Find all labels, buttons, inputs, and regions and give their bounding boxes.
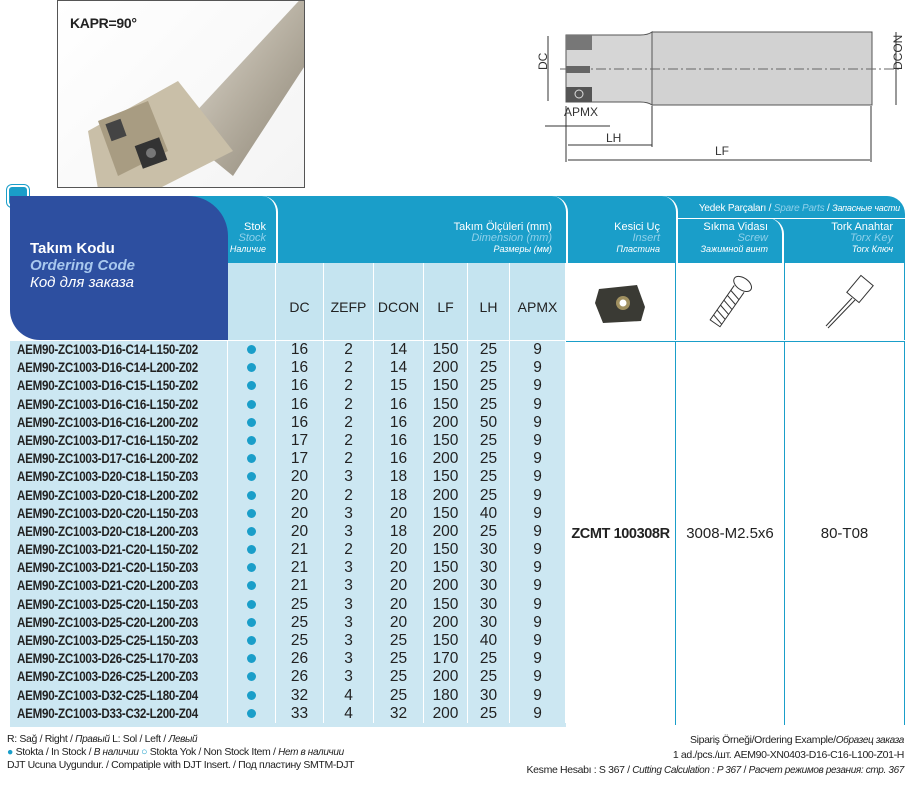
- ordering-code: AEM90-ZC1003-D25-C25-L150-Z03: [17, 633, 198, 648]
- cell-lf: 150: [424, 341, 468, 359]
- stock-cell: [228, 596, 276, 614]
- ordering-code: AEM90-ZC1003-D26-C25-L170-Z03: [17, 651, 198, 667]
- cell-lh: 25: [468, 487, 510, 505]
- in-stock-dot-icon: [247, 581, 256, 590]
- insert-tr: Kesici Uç: [614, 221, 660, 233]
- cell-lf: 180: [424, 687, 468, 705]
- ordering-code-cell: [10, 377, 228, 395]
- stock-cell: [228, 487, 276, 505]
- footer-djt-note: DJT Ucuna Uygundur. / Compatiple with DJT Insert. / Под пластину SMTM-DJT: [7, 759, 355, 771]
- cell-apmx: 9: [510, 596, 566, 614]
- insert-image-cell: [566, 263, 676, 340]
- in-stock-dot-icon: [247, 545, 256, 554]
- cell-dcon: 20: [374, 614, 424, 632]
- ordering-code: AEM90-ZC1003-D32-C25-L180-Z04: [17, 687, 198, 703]
- in-stock-dot-icon: [247, 491, 256, 500]
- table-row: [10, 414, 566, 432]
- ordering-code: AEM90-ZC1003-D25-C20-L150-Z03: [17, 596, 198, 612]
- cell-dc: 16: [276, 396, 324, 414]
- col-dcon: DCON: [374, 263, 424, 340]
- in-stock-dot-icon: [247, 509, 256, 518]
- cell-apmx: 9: [510, 487, 566, 505]
- table-row: [10, 468, 566, 486]
- product-table-body: [10, 341, 566, 723]
- ordering-code-cell: [10, 468, 228, 486]
- table-row: [10, 432, 566, 450]
- table-row: [10, 450, 566, 468]
- cell-lh: 30: [468, 614, 510, 632]
- stock-tr: Stok: [243, 221, 266, 233]
- cell-dc: 21: [276, 541, 324, 559]
- cell-dc: 21: [276, 577, 324, 595]
- table-row: [10, 559, 566, 577]
- stock-cell: [228, 414, 276, 432]
- cell-dcon: 16: [374, 450, 424, 468]
- cell-dc: 16: [276, 414, 324, 432]
- cell-zefp: 2: [324, 541, 374, 559]
- ordering-example-value: 1 ad./pcs./шт. AEM90-XN0403-D16-C16-L100-Z01-H: [672, 749, 904, 761]
- stock-cell: [228, 468, 276, 486]
- cell-dc: 25: [276, 614, 324, 632]
- ordering-code: AEM90-ZC1003-D20-C18-L200-Z02: [17, 487, 198, 503]
- ordering-code: AEM90-ZC1003-D16-C16-L150-Z02: [17, 396, 198, 412]
- cutting-calculation-ref: Kesme Hesabı : S 367 / Cutting Calculation : P 367 / Расчет режимов резания: стр. 367: [526, 764, 904, 776]
- ordering-code-cell: [10, 577, 228, 595]
- cell-dc: 17: [276, 450, 324, 468]
- cell-apmx: 9: [510, 359, 566, 377]
- ordering-code-cell: [10, 668, 228, 686]
- stock-en: Stock: [238, 232, 266, 244]
- key-tr: Tork Anahtar: [831, 221, 893, 233]
- stock-cell: [228, 505, 276, 523]
- table-row: [10, 614, 566, 632]
- screw-image-cell: [676, 263, 785, 340]
- cell-dc: 25: [276, 596, 324, 614]
- cell-dcon: 20: [374, 541, 424, 559]
- ordering-code-cell: [10, 341, 228, 359]
- col-zefp: ZEFP: [324, 263, 374, 340]
- ordering-code: AEM90-ZC1003-D33-C32-L200-Z04: [17, 705, 198, 721]
- stock-cell: [228, 450, 276, 468]
- ordering-code-cell: [10, 505, 228, 523]
- ordering-code: AEM90-ZC1003-D21-C20-L150-Z03: [17, 560, 198, 576]
- ordering-code: AEM90-ZC1003-D16-C14-L150-Z02: [17, 342, 198, 357]
- cell-lh: 30: [468, 577, 510, 595]
- dimension-ru: Размеры (мм): [493, 244, 552, 254]
- cell-apmx: 9: [510, 541, 566, 559]
- dimension-header: [380, 222, 552, 255]
- ordering-code: AEM90-ZC1003-D16-C15-L150-Z02: [17, 378, 198, 394]
- table-row: [10, 541, 566, 559]
- cell-zefp: 3: [324, 668, 374, 686]
- insert-icon: [591, 277, 651, 327]
- stock-cell: [228, 359, 276, 377]
- cell-dcon: 25: [374, 668, 424, 686]
- footer-legend-direction: R: Sağ / Right / Правый L: Sol / Left / Левый: [7, 733, 198, 745]
- ordering-code: AEM90-ZC1003-D20-C20-L150-Z03: [17, 505, 198, 521]
- cell-lh: 40: [468, 505, 510, 523]
- ordering-code-cell: [10, 687, 228, 705]
- cell-lf: 150: [424, 596, 468, 614]
- ordering-code: AEM90-ZC1003-D16-C16-L200-Z02: [17, 414, 198, 430]
- screw-code: 3008-M2.5x6: [676, 341, 785, 725]
- table-row: [10, 377, 566, 395]
- cell-apmx: 9: [510, 668, 566, 686]
- cell-lh: 30: [468, 541, 510, 559]
- cell-lf: 150: [424, 541, 468, 559]
- ordering-code-header: [10, 196, 228, 340]
- cell-lf: 150: [424, 505, 468, 523]
- cell-lf: 200: [424, 577, 468, 595]
- cell-zefp: 3: [324, 577, 374, 595]
- cell-dcon: 32: [374, 705, 424, 723]
- stock-cell: [228, 632, 276, 650]
- ordering-code-cell: [10, 705, 228, 723]
- stock-subheader: [228, 263, 276, 340]
- table-row: [10, 687, 566, 705]
- cell-lh: 25: [468, 650, 510, 668]
- in-stock-dot-icon: [247, 345, 256, 354]
- stock-cell: [228, 523, 276, 541]
- ordering-code: AEM90-ZC1003-D21-C20-L150-Z02: [17, 542, 198, 558]
- cell-apmx: 9: [510, 396, 566, 414]
- in-stock-dot-icon: [247, 636, 256, 645]
- cell-lh: 30: [468, 596, 510, 614]
- cell-apmx: 9: [510, 523, 566, 541]
- col-lf: LF: [424, 263, 468, 340]
- stock-header: [228, 222, 266, 255]
- in-stock-dot-icon: [247, 600, 256, 609]
- in-stock-dot-icon: [247, 472, 256, 481]
- code-header-tr: Takım Kodu: [30, 240, 115, 257]
- screw-tr: Sıkma Vidası: [703, 221, 768, 233]
- in-stock-dot-icon: [247, 418, 256, 427]
- cell-zefp: 2: [324, 414, 374, 432]
- cell-apmx: 9: [510, 632, 566, 650]
- screw-icon: [700, 272, 760, 332]
- dc-label: DC: [536, 52, 550, 70]
- cell-zefp: 3: [324, 468, 374, 486]
- ordering-code: AEM90-ZC1003-D21-C20-L200-Z03: [17, 578, 198, 594]
- ordering-code-cell: [10, 632, 228, 650]
- ordering-code: AEM90-ZC1003-D16-C14-L200-Z02: [17, 360, 198, 376]
- col-lh: LH: [468, 263, 510, 340]
- col-dc: DC: [276, 263, 324, 340]
- cell-lh: 25: [468, 396, 510, 414]
- cell-dcon: 18: [374, 523, 424, 541]
- in-stock-dot-icon: [247, 654, 256, 663]
- cell-dcon: 14: [374, 359, 424, 377]
- stock-cell: [228, 687, 276, 705]
- cell-lf: 150: [424, 632, 468, 650]
- ordering-code-cell: [10, 414, 228, 432]
- cell-zefp: 2: [324, 450, 374, 468]
- cell-zefp: 2: [324, 377, 374, 395]
- ordering-code-cell: [10, 614, 228, 632]
- stock-cell: [228, 614, 276, 632]
- ordering-code-cell: [10, 541, 228, 559]
- key-code: 80-T08: [785, 341, 905, 725]
- ordering-code-cell: [10, 650, 228, 668]
- key-ru: Torx Ключ: [851, 244, 893, 254]
- cell-dc: 33: [276, 705, 324, 723]
- in-stock-dot-icon: [247, 436, 256, 445]
- header-divider: [768, 218, 784, 263]
- table-row: [10, 650, 566, 668]
- in-stock-dot-icon: [247, 709, 256, 718]
- cell-zefp: 2: [324, 432, 374, 450]
- cell-dc: 20: [276, 468, 324, 486]
- insert-code: ZCMT 100308R: [566, 341, 676, 725]
- ordering-code: AEM90-ZC1003-D17-C16-L150-Z02: [17, 432, 198, 448]
- lh-label: LH: [606, 131, 622, 145]
- stock-cell: [228, 650, 276, 668]
- cell-zefp: 3: [324, 559, 374, 577]
- cell-dcon: 20: [374, 505, 424, 523]
- cell-dc: 21: [276, 559, 324, 577]
- cell-lh: 25: [468, 341, 510, 359]
- cell-lh: 25: [468, 432, 510, 450]
- ordering-code-cell: [10, 487, 228, 505]
- cell-apmx: 9: [510, 505, 566, 523]
- in-stock-dot-icon: [247, 363, 256, 372]
- in-stock-dot-icon: [247, 618, 256, 627]
- key-en: Torx Key: [849, 232, 893, 244]
- in-stock-dot-icon: [247, 454, 256, 463]
- stock-cell: [228, 341, 276, 359]
- ordering-code: AEM90-ZC1003-D26-C25-L200-Z03: [17, 669, 198, 685]
- code-header-en: Ordering Code: [30, 257, 136, 274]
- cell-zefp: 3: [324, 632, 374, 650]
- key-image-cell: [785, 263, 905, 340]
- cell-apmx: 9: [510, 650, 566, 668]
- in-stock-dot-icon: [247, 672, 256, 681]
- cell-apmx: 9: [510, 432, 566, 450]
- cell-dcon: 15: [374, 377, 424, 395]
- table-row: [10, 505, 566, 523]
- stock-cell: [228, 577, 276, 595]
- cell-lf: 200: [424, 705, 468, 723]
- cell-zefp: 2: [324, 341, 374, 359]
- ordering-code-cell: [10, 523, 228, 541]
- cell-apmx: 9: [510, 450, 566, 468]
- stock-ru: Наличие: [229, 244, 266, 254]
- cell-dcon: 25: [374, 687, 424, 705]
- in-stock-dot-icon: [247, 563, 256, 572]
- ordering-code: AEM90-ZC1003-D25-C20-L200-Z03: [17, 614, 198, 630]
- table-row: [10, 668, 566, 686]
- code-header-ru: Код для заказа: [30, 274, 134, 291]
- cell-lf: 200: [424, 614, 468, 632]
- ordering-code-cell: [10, 396, 228, 414]
- screw-en: Screw: [737, 232, 768, 244]
- cell-lh: 25: [468, 668, 510, 686]
- cell-lh: 25: [468, 377, 510, 395]
- spare-tr: Yedek Parçaları: [698, 203, 767, 214]
- insert-header: [570, 222, 660, 255]
- cell-zefp: 4: [324, 705, 374, 723]
- cell-zefp: 2: [324, 396, 374, 414]
- spare-parts-header: Yedek Parçaları / Spare Parts / Запасные части: [698, 203, 900, 214]
- cell-dcon: 16: [374, 414, 424, 432]
- cell-lh: 25: [468, 450, 510, 468]
- cell-dcon: 18: [374, 468, 424, 486]
- dimension-en: Dimension (mm): [471, 232, 552, 244]
- ordering-code-cell: [10, 559, 228, 577]
- cell-lf: 200: [424, 487, 468, 505]
- cell-apmx: 9: [510, 341, 566, 359]
- cell-dc: 20: [276, 505, 324, 523]
- in-stock-dot-icon: [247, 381, 256, 390]
- table-row: [10, 632, 566, 650]
- cell-dc: 16: [276, 377, 324, 395]
- cell-lf: 170: [424, 650, 468, 668]
- torx-key-icon: [810, 272, 880, 332]
- screw-ru: Зажимной винт: [700, 244, 768, 254]
- insert-en: Insert: [632, 232, 660, 244]
- cell-lf: 200: [424, 523, 468, 541]
- cell-apmx: 9: [510, 377, 566, 395]
- table-row: [10, 341, 566, 359]
- tool-dimension-diagram: [520, 0, 913, 170]
- cell-lf: 150: [424, 377, 468, 395]
- ordering-code-cell: [10, 432, 228, 450]
- footer-left: [7, 733, 354, 772]
- spare-divider: [676, 218, 905, 219]
- cell-dc: 16: [276, 341, 324, 359]
- cell-zefp: 2: [324, 359, 374, 377]
- stock-cell: [228, 541, 276, 559]
- dcon-label: DCON: [891, 34, 905, 70]
- stock-cell: [228, 668, 276, 686]
- spare-ru: Запасные части: [832, 203, 900, 213]
- cell-lh: 25: [468, 705, 510, 723]
- ordering-example-label: Sipariş Örneği/Ordering Example/Образец заказа: [689, 734, 904, 746]
- dimension-tr: Takım Ölçüleri (mm): [453, 221, 552, 233]
- spare-en: Spare Parts: [773, 203, 825, 214]
- table-row: [10, 396, 566, 414]
- cell-lh: 25: [468, 523, 510, 541]
- cell-lf: 200: [424, 414, 468, 432]
- cell-apmx: 9: [510, 468, 566, 486]
- cell-apmx: 9: [510, 559, 566, 577]
- cell-zefp: 4: [324, 687, 374, 705]
- cell-dcon: 16: [374, 396, 424, 414]
- cell-lh: 25: [468, 359, 510, 377]
- cell-zefp: 2: [324, 487, 374, 505]
- cell-zefp: 3: [324, 505, 374, 523]
- cell-lf: 150: [424, 468, 468, 486]
- screw-header: [676, 222, 768, 255]
- cell-dc: 26: [276, 668, 324, 686]
- cell-lh: 30: [468, 559, 510, 577]
- cell-lf: 200: [424, 450, 468, 468]
- cell-lf: 200: [424, 668, 468, 686]
- stock-cell: [228, 377, 276, 395]
- ordering-code-cell: [10, 359, 228, 377]
- apmx-label: APMX: [564, 105, 599, 119]
- cell-lf: 150: [424, 559, 468, 577]
- cell-zefp: 3: [324, 596, 374, 614]
- ordering-code-cell: [10, 450, 228, 468]
- cell-dc: 32: [276, 687, 324, 705]
- tool-photo: [57, 0, 305, 188]
- cell-dcon: 20: [374, 596, 424, 614]
- cell-dcon: 20: [374, 577, 424, 595]
- lf-label: LF: [715, 144, 730, 158]
- cell-apmx: 9: [510, 614, 566, 632]
- cell-lh: 30: [468, 687, 510, 705]
- cell-dc: 26: [276, 650, 324, 668]
- cell-dcon: 25: [374, 632, 424, 650]
- cell-zefp: 3: [324, 614, 374, 632]
- cell-dcon: 14: [374, 341, 424, 359]
- col-apmx: APMX: [510, 263, 566, 340]
- kapr-label: KAPR=90°: [70, 15, 137, 31]
- cell-lh: 50: [468, 414, 510, 432]
- table-row: [10, 705, 566, 723]
- stock-cell: [228, 432, 276, 450]
- cell-dc: 20: [276, 487, 324, 505]
- cell-apmx: 9: [510, 577, 566, 595]
- ordering-code: AEM90-ZC1003-D17-C16-L200-Z02: [17, 451, 198, 467]
- cell-lf: 150: [424, 396, 468, 414]
- in-stock-dot-icon: [247, 400, 256, 409]
- ordering-code-cell: [10, 596, 228, 614]
- cell-dcon: 18: [374, 487, 424, 505]
- table-row: [10, 577, 566, 595]
- stock-cell: [228, 705, 276, 723]
- in-stock-dot-icon: [247, 691, 256, 700]
- stock-cell: [228, 559, 276, 577]
- cell-lh: 25: [468, 468, 510, 486]
- ordering-code: AEM90-ZC1003-D20-C18-L150-Z03: [17, 469, 198, 485]
- cell-lh: 40: [468, 632, 510, 650]
- cell-dc: 20: [276, 523, 324, 541]
- stock-cell: [228, 396, 276, 414]
- footer-legend-stock: ● Stokta / In Stock / В наличии ○ Stokta Yok / Non Stock Item / Нет в наличии: [7, 746, 344, 758]
- cell-dc: 16: [276, 359, 324, 377]
- table-row: [10, 596, 566, 614]
- header-divider: [552, 196, 568, 263]
- in-stock-dot-icon: [247, 527, 256, 536]
- cell-zefp: 3: [324, 650, 374, 668]
- ordering-code: AEM90-ZC1003-D20-C18-L200-Z03: [17, 523, 198, 539]
- cell-dcon: 16: [374, 432, 424, 450]
- cell-dcon: 20: [374, 559, 424, 577]
- key-header: [785, 222, 893, 255]
- footer-right: [527, 733, 904, 778]
- cell-dc: 25: [276, 632, 324, 650]
- table-row: [10, 523, 566, 541]
- table-row: [10, 487, 566, 505]
- cell-zefp: 3: [324, 523, 374, 541]
- insert-ru: Пластина: [616, 244, 660, 254]
- cell-apmx: 9: [510, 414, 566, 432]
- cell-dc: 17: [276, 432, 324, 450]
- cell-dcon: 25: [374, 650, 424, 668]
- cell-apmx: 9: [510, 687, 566, 705]
- cell-lf: 200: [424, 359, 468, 377]
- table-bottom: [10, 723, 566, 727]
- cell-lf: 150: [424, 432, 468, 450]
- cell-apmx: 9: [510, 705, 566, 723]
- table-row: [10, 359, 566, 377]
